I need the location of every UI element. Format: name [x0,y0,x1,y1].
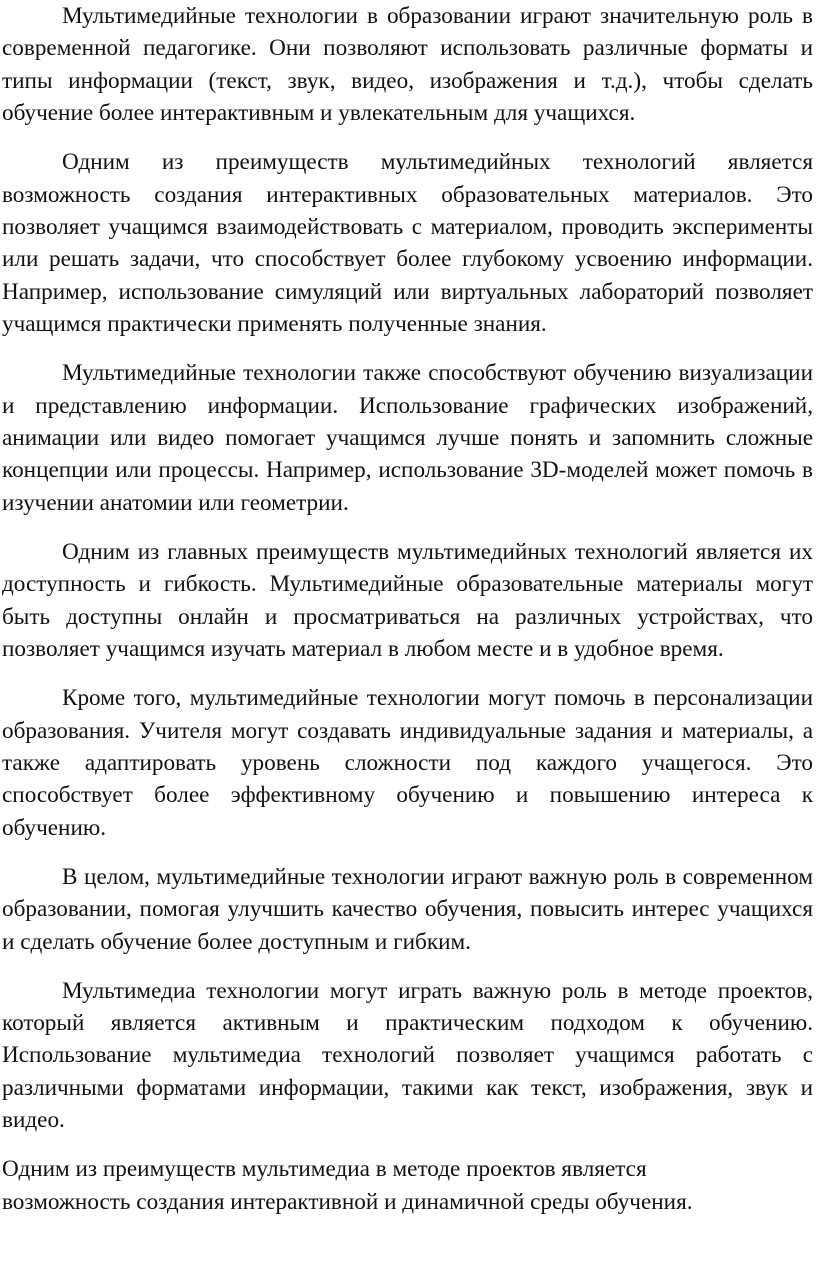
paragraph-final-line-1: Одним из преимуществ мультимедиа в методе проектов является [2,1156,647,1183]
paragraph-personalization: Кроме того, мультимедийные технологии могут помочь в персонализации образования. Учителя могут создавать индивидуальные задания и материалы, а также адаптировать уровень сложности под каждого учащегося. Это способствует более эффективному обучению и повышению интереса к обучению. [2,685,813,841]
paragraph-conclusion: В целом, мультимедийные технологии играют важную роль в современном образовании, помогая улучшить качество обучения, повысить интерес учащихся и сделать обучение более доступным и гибким. [2,863,813,955]
paragraph-final [2,1153,813,1218]
paragraph-interactive-materials: Одним из преимуществ мультимедийных технологий является возможность создания интерактивных образовательных материалов. Это позволяет учащимся взаимодействовать с материалом, проводить эксперименты или решать задачи, что способствует более глубокому усвоению информации. Например, использование симуляций или виртуальных лабораторий позволяет учащимся практически применять полученные знания. [2,149,813,338]
paragraph-final-line-2: возможность создания интерактивной и динамичной среды обучения. [2,1188,693,1215]
paragraph-intro: Мультимедийные технологии в образовании играют значительную роль в современной педагогике. Они позволяют использовать различные форматы и типы информации (текст, звук, видео, изображения и т.д.), чтобы сделать обучение более интерактивным и увлекательным для учащихся. [2,3,813,127]
paragraph-project-method: Мультимедиа технологии могут играть важную роль в методе проектов, который является активным и практическим подходом к обучению. Использование мультимедиа технологий позволяет учащимся работать с различными форматами информации, такими как текст, изображения, звук и видео. [2,977,813,1134]
paragraph-accessibility: Одним из главных преимуществ мультимедийных технологий является их доступность и гибкость. Мультимедийные образовательные материалы могут быть доступны онлайн и просматриваться на различных устройствах, что позволяет учащимся изучать материал в любом месте и в удобное время. [2,538,813,663]
paragraph-visualization: Мультимедийные технологии также способствуют обучению визуализации и представлению информации. Использование графических изображений, анимации или видео помогает учащимся лучше понять и запомнить сложные концепции или процессы. Например, использование 3D-моделей может помочь в изучении анатомии или геометрии. [2,360,813,516]
